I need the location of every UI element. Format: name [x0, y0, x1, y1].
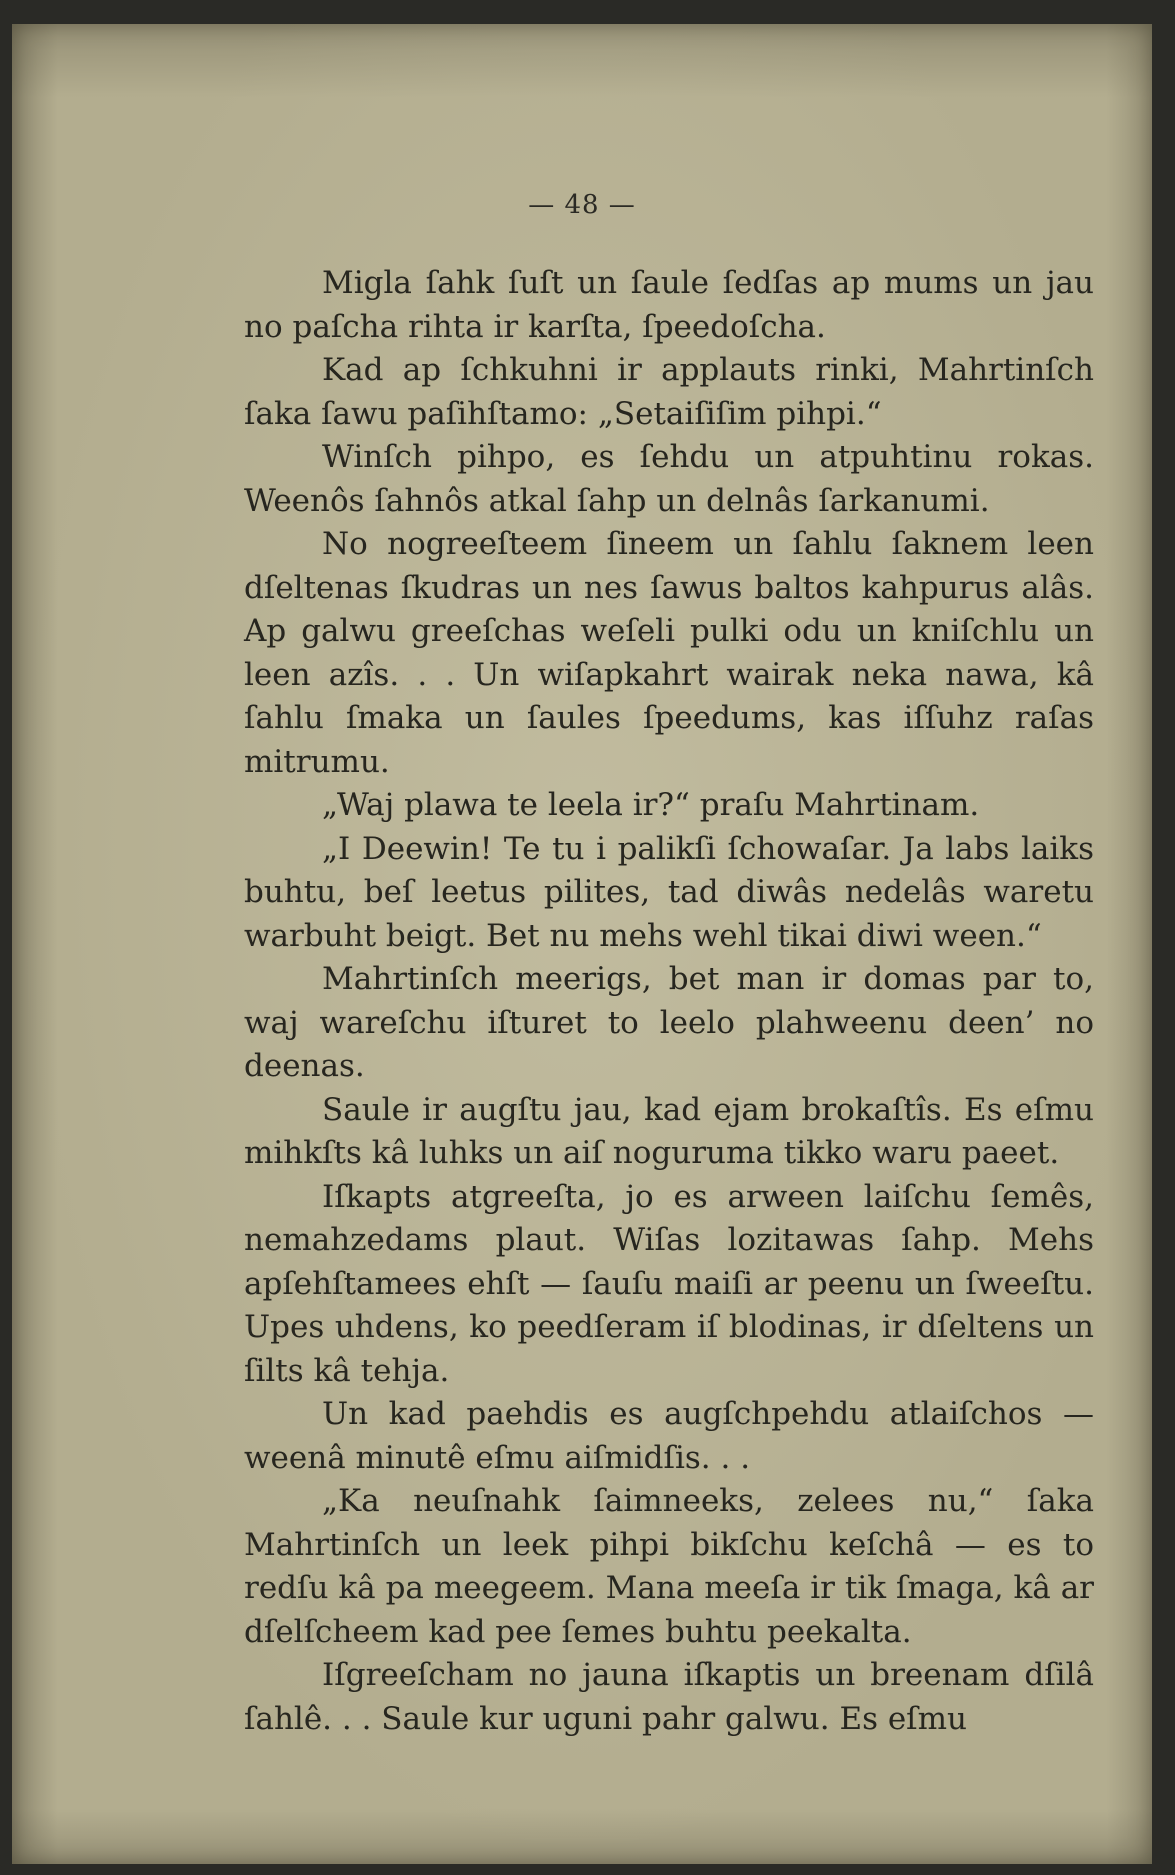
paragraph: Migla ſahk ſuſt un ſaule ſedſas ap mums un jau no paſcha rihta ir karſta, ſpeedoſcha. [244, 265, 1094, 345]
paragraph: „I Deewin! Te tu i palikſi ſchowaſar. Ja labs laiks buhtu, beſ leetus pilites, tad diwâs nedelâs waretu warbuht beigt. Bet nu mehs wehl tikai diwi ween.“ [244, 830, 1094, 954]
paragraph: „Ka neuſnahk ſaimneeks, zelees nu,“ ſaka Mahrtinſch un leek pihpi bikſchu keſchâ — es to redſu kâ pa meegeem. Mana meeſa ir tik ſmaga, kâ ar dſelſcheem kad pee ſemes buhtu peekalta. [244, 1483, 1094, 1650]
paragraph: Kad ap ſchkuhni ir applauts rinki, Mahrtinſch ſaka ſawu paſihſtamo: „Setaiſiſim pihpi.“ [244, 352, 1094, 432]
paragraph: Iſkapts atgreeſta, jo es arween laiſchu ſemês, nemahzedams plaut. Wiſas lozitawas ſahp. Mehs apſehſtamees ehſt — ſauſu maiſi ar peenu un ſweeſtu. Upes uhdens, ko peedſeram iſ blodinas, ir dſeltens un ſilts kâ tehja. [244, 1178, 1094, 1389]
book-page [12, 24, 1152, 1864]
paragraph: „Waj plawa te leela ir?“ praſu Mahrtinam. [322, 787, 980, 823]
paragraph: Mahrtinſch meerigs, bet man ir domas par to, waj wareſchu iſturet to leelo plahweenu deen’ no deenas. [244, 961, 1094, 1084]
paragraph: Un kad paehdis es augſchpehdu atlaiſchos — weenâ minutê eſmu aiſmidſis. . . [244, 1396, 1094, 1476]
page-number: — 48 — [528, 190, 636, 220]
paragraph: Iſgreeſcham no jauna iſkaptis un breenam dſilâ ſahlê. . . Saule kur uguni pahr galwu. Es eſmu [244, 1657, 1094, 1737]
paragraph: Winſch pihpo, es ſehdu un atpuhtinu rokas. Weenôs ſahnôs atkal ſahp un delnâs ſarkanumi. [244, 439, 1094, 519]
page-body-text [244, 262, 1094, 1741]
paragraph: Saule ir augſtu jau, kad ejam brokaſtîs. Es eſmu mihkſts kâ luhks un aiſ noguruma tikko waru paeet. [244, 1091, 1094, 1171]
paragraph: No nogreeſteem ſineem un ſahlu ſaknem leen dſeltenas ſkudras un nes ſawus baltos kahpurus alâs. Ap galwu greeſchas weſeli pulki odu un kniſchlu un leen azîs. . . Un wiſapkahrt wairak neka nawa, kâ ſahlu ſmaka un ſaules ſpeedums, kas iſſuhz raſas mitrumu. [244, 526, 1094, 780]
